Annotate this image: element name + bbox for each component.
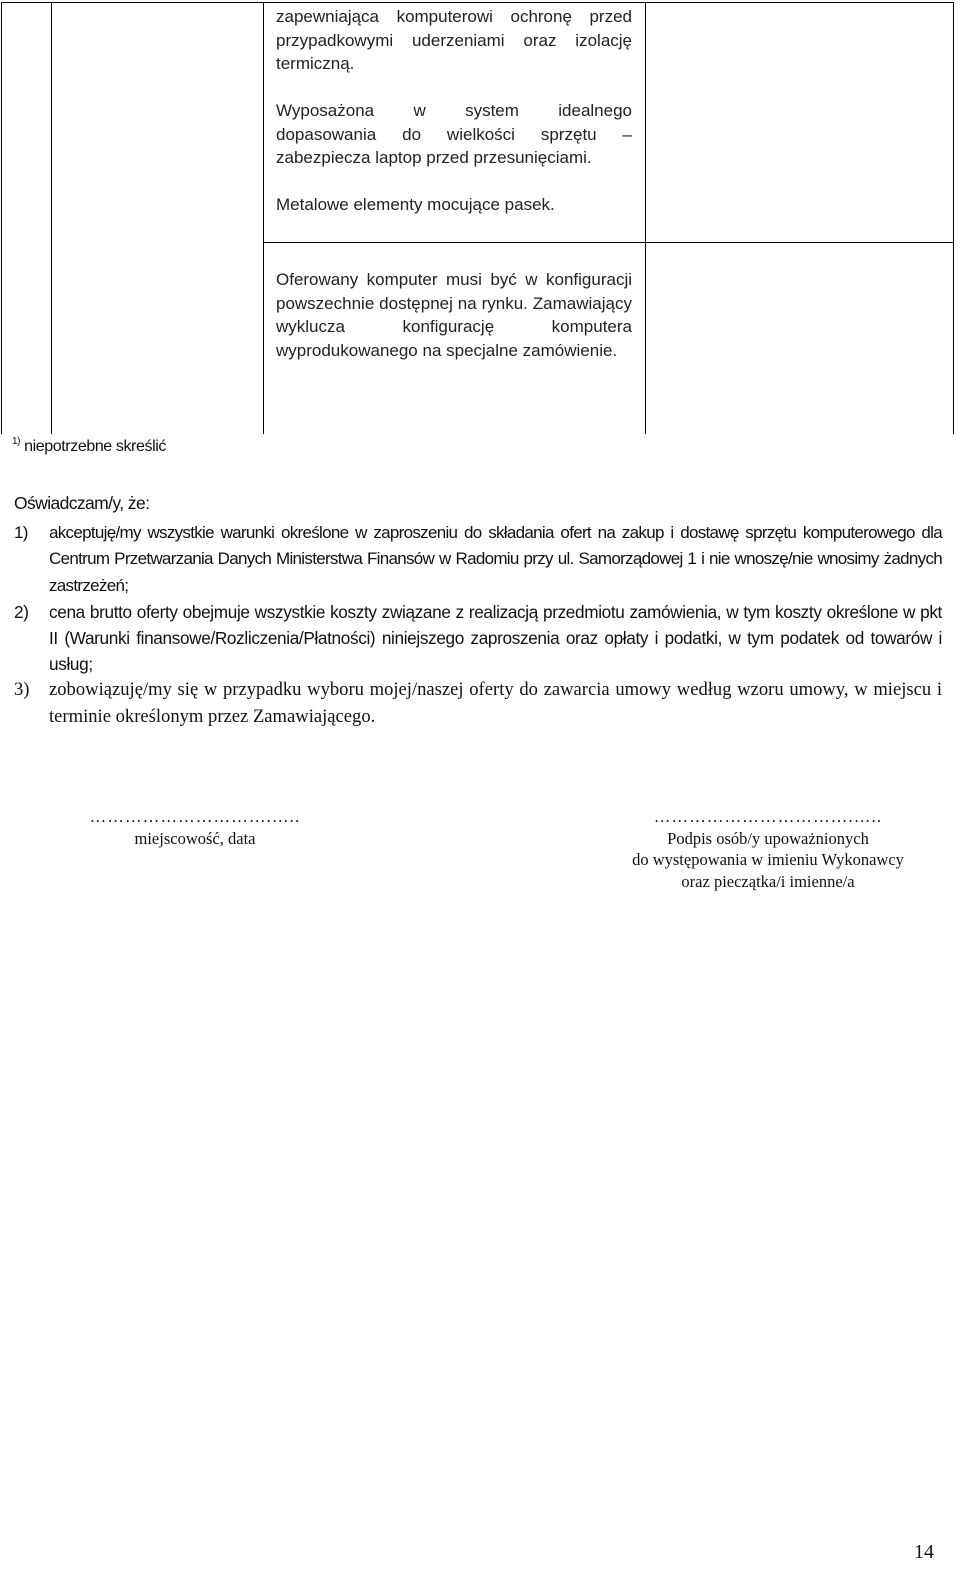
footnote-text: niepotrzebne skreślić bbox=[24, 438, 166, 455]
table-column-divider-2 bbox=[263, 2, 264, 434]
table-row-divider bbox=[263, 242, 954, 243]
declaration-item-2 bbox=[14, 599, 942, 678]
specification-table bbox=[0, 0, 958, 434]
page-number: 14 bbox=[914, 1541, 934, 1563]
declaration-lead: Oświadczam/y, że: bbox=[14, 493, 150, 513]
cell-paragraph-metal-elements: Metalowe elementy mocujące pasek. bbox=[276, 195, 555, 214]
signature-dotted-line: ………………………….….. bbox=[89, 807, 301, 826]
cell-paragraph-fitting-system: Wyposażona w system idealnego dopasowania do wielkości sprzętu – zabezpiecza laptop przed przesunięciami. bbox=[276, 101, 632, 167]
signature-caption-line-3: oraz pieczątka/i imienne/a bbox=[681, 871, 855, 891]
declaration-item-text: akceptuję/my wszystkie warunki określone w zaproszeniu do składania ofert na zakup i dostawę sprzętu komputerowego dla Centrum Przetwarzania Danych Ministerstwa Finansów w Radomiu przy ul. Samorządowej 1 i nie wnoszę/nie wnosimy żadnych zastrzeżeń; bbox=[49, 523, 942, 595]
declaration-item-number: 3) bbox=[14, 679, 30, 701]
cell-description-upper bbox=[276, 5, 632, 217]
signature-caption-line-1: Podpis osób/y upoważnionych bbox=[667, 828, 869, 848]
table-column-divider-1 bbox=[51, 2, 52, 434]
signature-caption-line-2: do występowania w imieniu Wykonawcy bbox=[632, 850, 904, 869]
signature-dotted-line: …………………………….….. bbox=[653, 807, 883, 826]
declaration-item-number: 1) bbox=[14, 523, 28, 543]
declaration-item-number: 2) bbox=[14, 601, 29, 622]
declaration-section bbox=[14, 490, 942, 730]
declaration-item-1 bbox=[14, 520, 942, 599]
signature-place-date bbox=[40, 806, 350, 849]
signature-authorized bbox=[588, 806, 948, 892]
footnote bbox=[12, 436, 166, 456]
table-left-border bbox=[1, 2, 2, 434]
cell-description-lower bbox=[276, 268, 632, 362]
table-column-divider-3 bbox=[645, 2, 646, 434]
declaration-item-text: cena brutto oferty obejmuje wszystkie koszty związane z realizacją przedmiotu zamówienia, w tym koszty określone w pkt II (Warunki finansowe/Rozliczenia/Płatności) niniejszego zaproszenia oraz opłaty i podatki, w tym podatek od towarów i usług; bbox=[49, 601, 942, 675]
declaration-item-text: zobowiązuję/my się w przypadku wyboru mojej/naszej oferty do zawarcia umowy według wzoru umowy, w miejscu i terminie określonym przez Zamawiającego. bbox=[49, 679, 942, 727]
table-top-border bbox=[1, 2, 954, 3]
declaration-list bbox=[14, 520, 942, 730]
signature-caption-place-date: miejscowość, data bbox=[134, 828, 256, 848]
cell-paragraph-protection: zapewniająca komputerowi ochronę przed przypadkowymi uderzeniami oraz izolację termiczną. bbox=[276, 7, 632, 73]
declaration-item-3 bbox=[14, 677, 942, 729]
footnote-marker: 1) bbox=[12, 436, 21, 447]
cell-paragraph-configuration: Oferowany komputer musi być w konfiguracji powszechnie dostępnej na rynku. Zamawiający wyklucza konfigurację komputera wyprodukowanego na specjalne zamówienie. bbox=[276, 270, 632, 360]
table-right-border bbox=[953, 2, 954, 434]
